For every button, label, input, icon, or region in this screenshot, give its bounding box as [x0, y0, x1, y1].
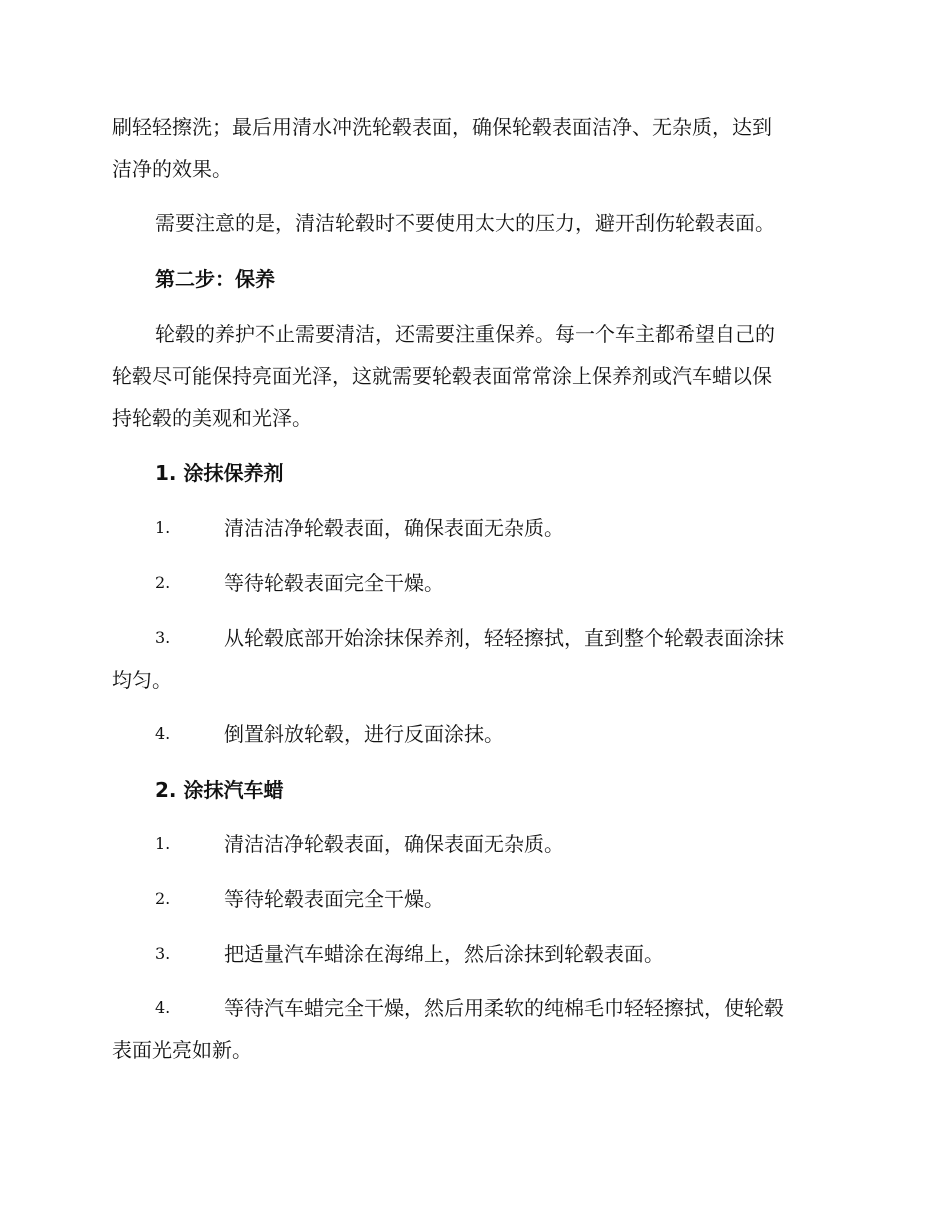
step2-paragraph-line-1: 轮毂的养护不止需要清洁，还需要注重保养。每一个车主都希望自己的: [155, 322, 775, 346]
intro-line-1: 刷轻轻擦洗；最后用清水冲洗轮毂表面，确保轮毂表面洁净、无杂质，达到: [112, 115, 772, 139]
list-item-text: 等待轮毂表面完全干燥。: [224, 887, 444, 911]
list-item-text: 把适量汽车蜡涂在海绵上，然后涂抹到轮毂表面。: [224, 942, 664, 966]
section2-heading: 2. 涂抹汽车蜡: [155, 778, 284, 802]
list-item-number: 3.: [155, 628, 171, 647]
list-item-number: 4.: [155, 724, 171, 743]
intro-line-2: 洁净的效果。: [112, 157, 232, 181]
list-item-number: 2.: [155, 889, 171, 908]
list-item-number: 1.: [155, 834, 171, 853]
step2-paragraph-line-3: 持轮毂的美观和光泽。: [112, 406, 312, 430]
list-item-number: 2.: [155, 573, 171, 592]
list-item-number: 3.: [155, 944, 171, 963]
list-item-text: 倒置斜放轮毂，进行反面涂抹。: [224, 722, 504, 746]
list-item-text: 等待轮毂表面完全干燥。: [224, 571, 444, 595]
list-item-text-continued: 表面光亮如新。: [112, 1038, 252, 1062]
list-item-text: 清洁洁净轮毂表面，确保表面无杂质。: [224, 832, 564, 856]
step2-heading: 第二步：保养: [155, 267, 275, 291]
list-item-text: 清洁洁净轮毂表面，确保表面无杂质。: [224, 516, 564, 540]
list-item-text-continued: 均匀。: [112, 668, 172, 692]
list-item-number: 1.: [155, 518, 171, 537]
note-paragraph: 需要注意的是，清洁轮毂时不要使用太大的压力，避开刮伤轮毂表面。: [155, 211, 775, 235]
list-item-text: 等待汽车蜡完全干燥，然后用柔软的纯棉毛巾轻轻擦拭，使轮毂: [224, 996, 784, 1020]
section1-heading: 1. 涂抹保养剂: [155, 461, 284, 485]
step2-paragraph-line-2: 轮毂尽可能保持亮面光泽，这就需要轮毂表面常常涂上保养剂或汽车蜡以保: [112, 364, 772, 388]
list-item-text: 从轮毂底部开始涂抹保养剂，轻轻擦拭，直到整个轮毂表面涂抹: [224, 626, 784, 650]
list-item-number: 4.: [155, 998, 171, 1017]
